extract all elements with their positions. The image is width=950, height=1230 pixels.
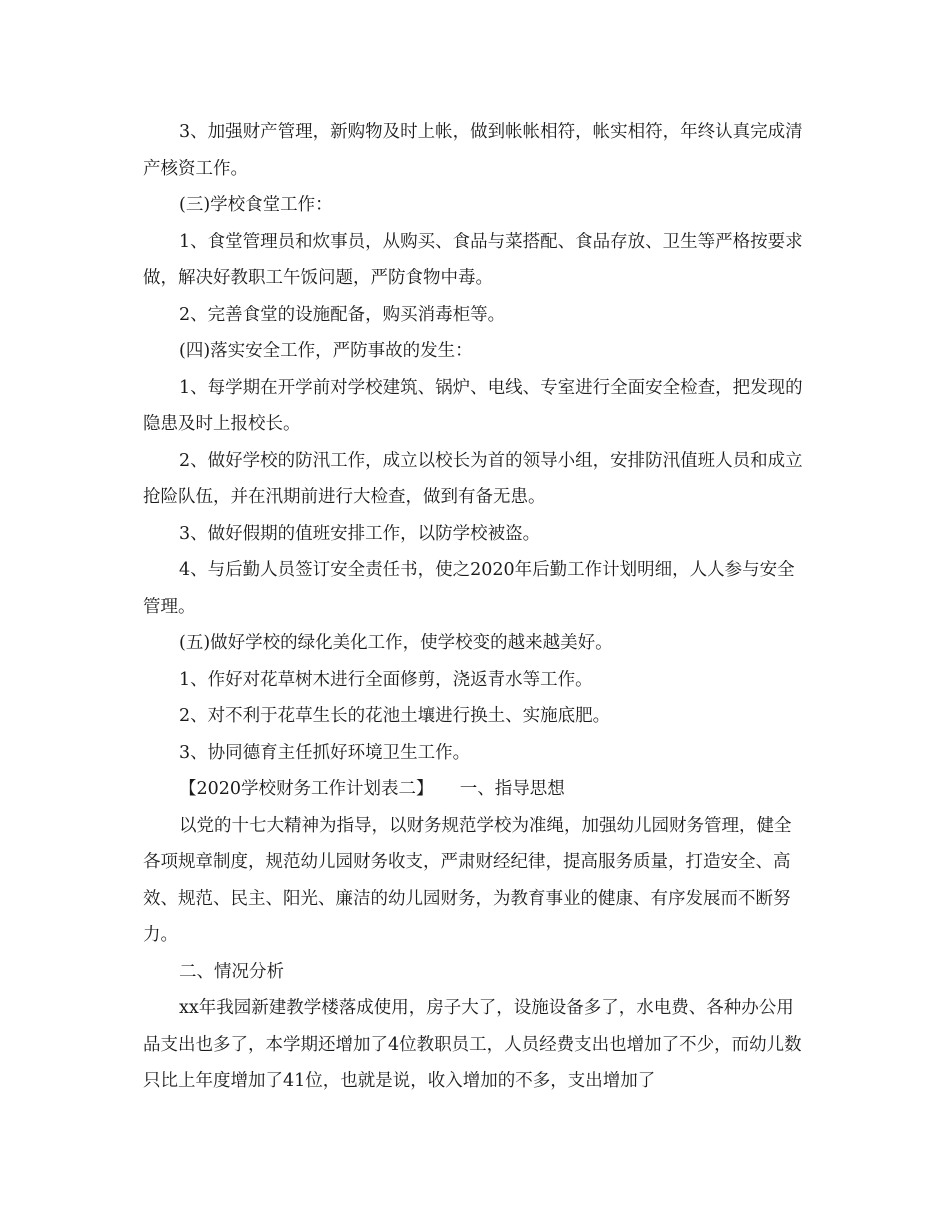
paragraph: xx年我园新建教学楼落成使用，房子大了，设施设备多了，水电费、各种办公用品支出也多了，本学期还增加了4位教职员工，人员经费支出也增加了不少，而幼儿数只比上年度增加了41位，也就是说，收入增加的不多，支出增加了 [143,998,802,1091]
section-heading: 二、情况分析 [179,961,284,982]
paragraph: (四)落实安全工作，严防事故的发生： [179,341,473,361]
paragraph: 2、做好学校的防汛工作，成立以校长为首的领导小组，安排防汛值班人员和成立抢险队伍，并在汛期前进行大检查，做到有备无患。 [143,450,803,507]
paragraph: 3、协同德育主任抓好环境卫生工作。 [179,742,471,763]
paragraph: 1、作好对花草树木进行全面修剪，浇返青水等工作。 [179,669,593,690]
paragraph: 以党的十七大精神为指导，以财务规范学校为准绳，加强幼儿园财务管理，健全各项规章制度，规范幼儿园财务收支，严肃财经纪律，提高服务质量，打造安全、高效、规范、民主、阳光、廉洁的幼儿园财务，为教育事业的健康、有序发展而不断努力。 [143,815,792,945]
paragraph: 1、食堂管理员和炊事员，从购买、食品与菜搭配、食品存放、卫生等严格按要求做，解决好教职工午饭问题，严防食物中毒。 [143,231,803,288]
paragraph: 2、对不利于花草生长的花池土壤进行换土、实施底肥。 [179,706,611,726]
paragraph: 3、加强财产管理，新购物及时上帐，做到帐帐相符，帐实相符，年终认真完成清产核资工作。 [143,122,803,179]
paragraph: (五)做好学校的绿化美化工作，使学校变的越来越美好。 [179,633,613,653]
paragraph: 4、与后勤人员签订安全责任书，使之2020年后勤工作计划明细，人人参与安全管理。 [143,560,795,617]
paragraph: 2、完善食堂的设施配备，购买消毒柜等。 [179,304,506,325]
paragraph: 1、每学期在开学前对学校建筑、锅炉、电线、专室进行全面安全检查，把发现的隐患及时上报校长。 [143,377,803,434]
paragraph: (三)学校食堂工作： [179,195,333,215]
document-body [143,114,803,1100]
paragraph: 3、做好假期的值班安排工作，以防学校被盗。 [179,523,541,544]
section-heading: 【2020学校财务工作计划表二】 一、指导思想 [179,779,565,799]
